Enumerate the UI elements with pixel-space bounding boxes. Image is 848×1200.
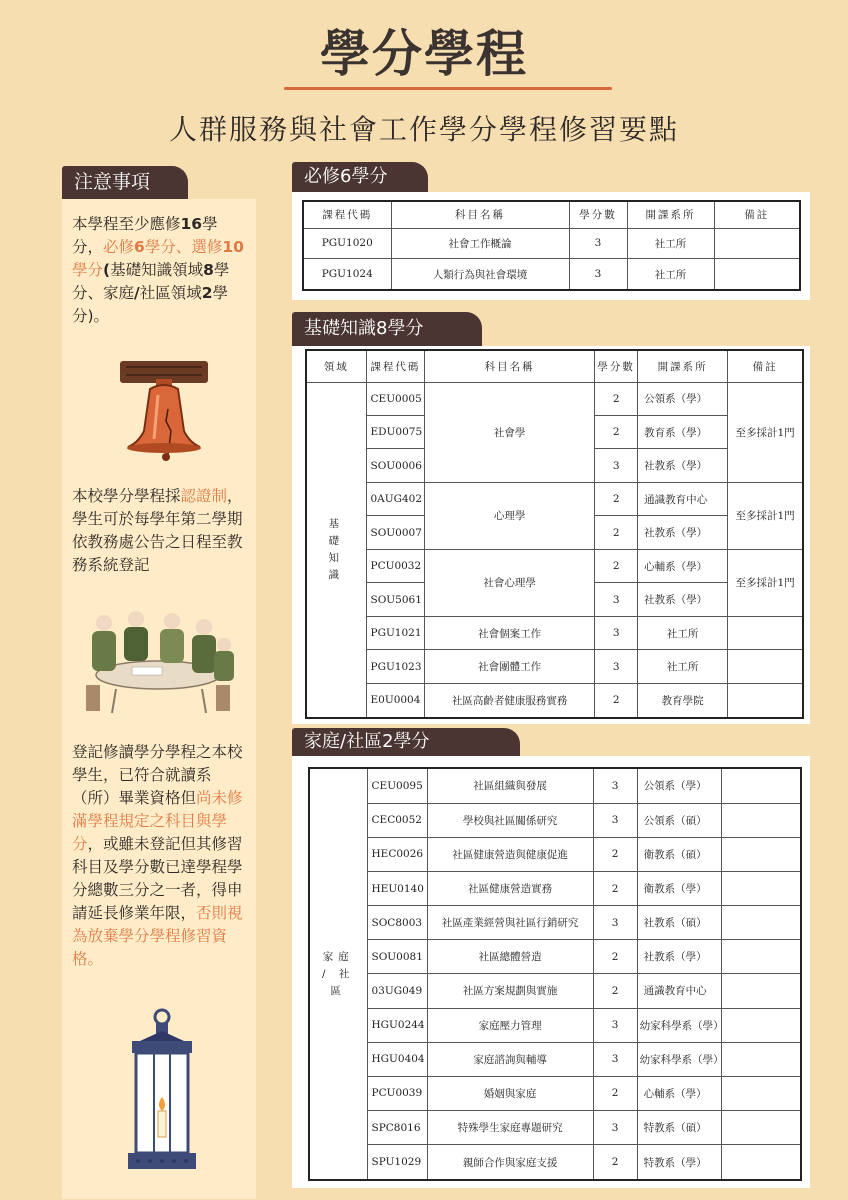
table-header-row bbox=[303, 201, 800, 228]
table-header-row bbox=[306, 350, 803, 382]
header-credits: 學分數 bbox=[595, 350, 638, 382]
table-row: EDU0075 2 教育系（學） bbox=[306, 415, 803, 448]
founders-signing-illustration bbox=[76, 601, 242, 717]
notice-paragraph-2: 本校學分學程採認證制，學生可於每學年第二學期依教務處公告之日程至教務系統登記 bbox=[72, 487, 243, 574]
table-row: PGU1020 社會工作概論 3 社工所 bbox=[303, 228, 800, 259]
domain-cell: 基礎知識 bbox=[306, 382, 366, 718]
domain-cell: 家庭 / 社區 bbox=[309, 768, 367, 1180]
header-name: 科目名稱 bbox=[425, 350, 595, 382]
table-row: PGU1023 社會團體工作 3 社工所 bbox=[306, 650, 803, 683]
table-row: CEC0052 學校與社區關係研究 3 公領系（碩） bbox=[309, 803, 801, 837]
family-section-tab: 家庭/社區2學分 bbox=[292, 728, 520, 756]
header-domain: 領域 bbox=[306, 350, 366, 382]
table-row: SOU0081 社區總體營造 2 社教系（學） bbox=[309, 940, 801, 974]
table-row: SOU0007 2 社教系（學） bbox=[306, 516, 803, 549]
title-underline bbox=[284, 87, 612, 90]
table-row: 基礎知識 CEU0005 社會學 2 公領系（學） 至多採計1門 bbox=[306, 382, 803, 415]
basic-table bbox=[305, 349, 804, 719]
table-row: SOU5061 3 社教系（學） bbox=[306, 583, 803, 616]
header-note: 備註 bbox=[728, 350, 803, 382]
required-table bbox=[302, 200, 801, 291]
required-panel bbox=[292, 192, 810, 300]
notice-tab: 注意事項 bbox=[62, 166, 188, 199]
table-row: HEC0026 社區健康營造與健康促進 2 衛教系（碩） bbox=[309, 837, 801, 871]
liberty-bell-icon bbox=[114, 351, 214, 471]
table-row: SOU0006 3 社教系（學） bbox=[306, 449, 803, 482]
table-row: PGU1024 人類行為與社會環境 3 社工所 bbox=[303, 259, 800, 290]
header-name: 科目名稱 bbox=[391, 201, 569, 228]
header-code: 課程代碼 bbox=[303, 201, 391, 228]
page-subtitle: 人群服務與社會工作學分學程修習要點 bbox=[168, 113, 679, 146]
required-section-tab: 必修6學分 bbox=[292, 162, 428, 192]
family-table bbox=[308, 767, 802, 1181]
table-row: 03UG049 社區方案規劃與實施 2 通識教育中心 bbox=[309, 974, 801, 1008]
table-row: 家庭 / 社區 CEU0095 社區組織與發展 3 公領系（學） bbox=[309, 768, 801, 803]
table-row: HGU0244 家庭壓力管理 3 幼家科學系（學） bbox=[309, 1008, 801, 1042]
notice-paragraph-1: 本學程至少應修16學分，必修6學分、選修10學分(基礎知識領域8學分、家庭/社區領域2學分)。 bbox=[72, 215, 244, 325]
header-credits: 學分數 bbox=[569, 201, 627, 228]
basic-panel bbox=[292, 346, 810, 724]
header-dept: 開課系所 bbox=[638, 350, 728, 382]
table-row: SPC8016 特殊學生家庭專題研究 3 特教系（碩） bbox=[309, 1110, 801, 1144]
table-row: HEU0140 社區健康營造實務 2 衛教系（學） bbox=[309, 872, 801, 906]
table-row: PCU0039 婚姻與家庭 2 心輔系（學） bbox=[309, 1076, 801, 1110]
table-row: SPU1029 親師合作與家庭支援 2 特教系（學） bbox=[309, 1145, 801, 1180]
header-code: 課程代碼 bbox=[366, 350, 425, 382]
header-note: 備註 bbox=[714, 201, 800, 228]
table-row: 0AUG402 心理學 2 通識教育中心 至多採計1門 bbox=[306, 482, 803, 515]
table-row: E0U0004 社區高齡者健康服務實務 2 教育學院 bbox=[306, 683, 803, 718]
table-row: SOC8003 社區產業經營與社區行銷研究 3 社教系（碩） bbox=[309, 906, 801, 940]
notice-paragraph-3: 登記修讀學分學程之本校學生，已符合就讀系（所）畢業資格但尚未修滿學程規定之科目與學分，或雖未登記但其修習科目及學分數已達學程學分總數三分之一者，得申請延長修業年限，否則視為放棄學分學程修習資格。 bbox=[72, 743, 243, 968]
table-row: PCU0032 社會心理學 2 心輔系（學） 至多採計1門 bbox=[306, 549, 803, 582]
header-dept: 開課系所 bbox=[627, 201, 714, 228]
lantern-icon bbox=[120, 1007, 204, 1187]
table-row: HGU0404 家庭諮詢與輔導 3 幼家科學系（學） bbox=[309, 1042, 801, 1076]
notice-panel bbox=[62, 199, 256, 1199]
family-panel bbox=[292, 756, 810, 1188]
page-title: 學分學程 bbox=[320, 25, 528, 83]
table-row: PGU1021 社會個案工作 3 社工所 bbox=[306, 616, 803, 649]
basic-section-tab: 基礎知識8學分 bbox=[292, 312, 482, 346]
